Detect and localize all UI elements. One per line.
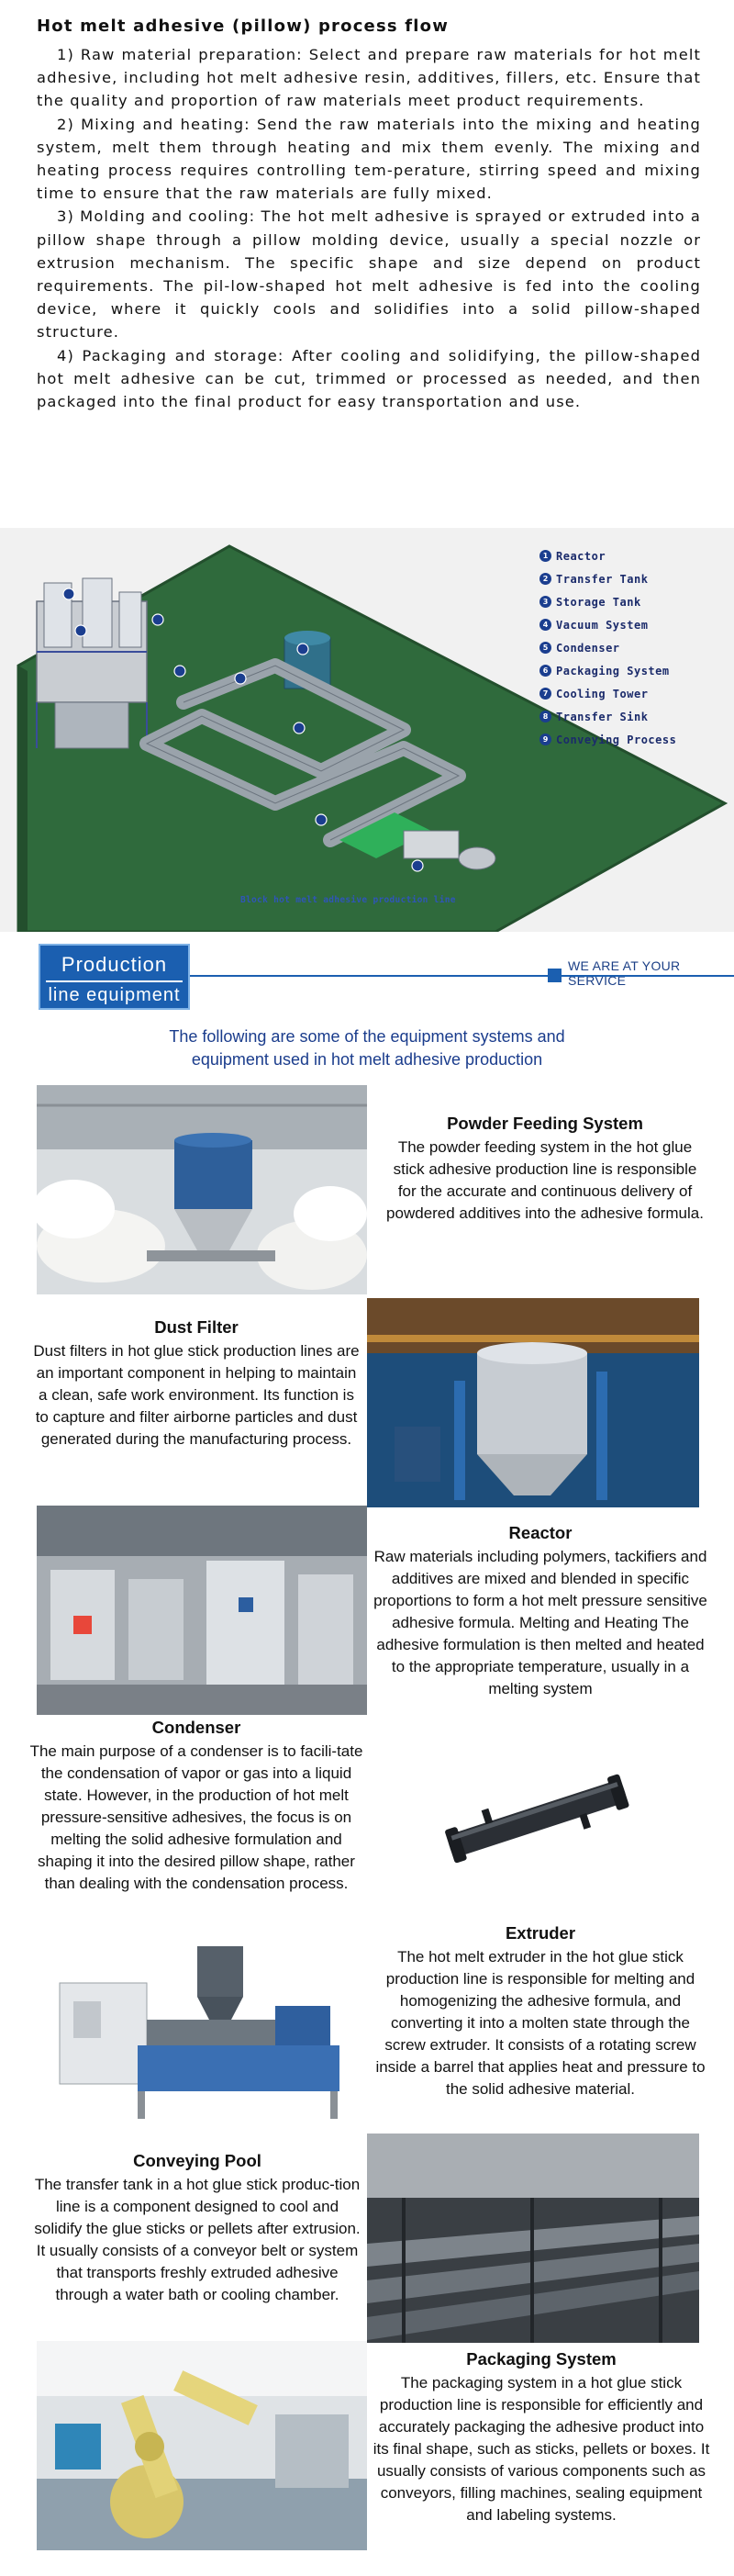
legend-item: [539, 682, 676, 705]
badge-line-1: Production: [61, 953, 168, 976]
equipment-title: Condenser: [151, 1718, 241, 1737]
legend-number: 8: [539, 711, 551, 722]
diagram-legend: [539, 544, 676, 751]
header-rule-right: [562, 975, 734, 977]
process-flow-intro: [37, 17, 701, 413]
legend-number: 2: [539, 573, 551, 585]
subheading-line-1: The following are some of the equipment systems and: [169, 1027, 565, 1046]
header-square-icon: [548, 969, 562, 982]
legend-label: Transfer Tank: [556, 572, 649, 586]
legend-label: Vacuum System: [556, 618, 649, 632]
legend-number: 9: [539, 734, 551, 745]
equipment-title: Reactor: [508, 1523, 573, 1542]
condenser-photo: [422, 1763, 651, 1873]
legend-number: 5: [539, 642, 551, 654]
equipment-subheading: [92, 1025, 642, 1071]
process-step-2: 2) Mixing and heating: Send the raw materials into the mixing and heating system, melt them through heating and mix them evenly. The mixing and heating process requires controlling tem-perature, stirring speed and mixing time to ensure that the raw materials are fully mixed.: [37, 115, 701, 203]
legend-item: [539, 636, 676, 659]
equipment-item: [369, 1522, 712, 1700]
process-step-3: 3) Molding and cooling: The hot melt adhesive is sprayed or extruded into a pillow shape through a pillow molding device, usually a special nozzle or extrusion mechanism. The specific shape and size depend on product requirements. The pil-low-shaped hot melt adhesive is fed into the cooling device, where it quickly cools and solidifies into a solid pillow-shaped structure.: [37, 207, 702, 342]
equipment-description: The transfer tank in a hot glue stick produc-tion line is a component designed to cool and solidify the glue sticks or pellets after extrusion. It usually consists of a conveyor belt or system that transports freshly extruded adhesive through a water bath or cooling chamber.: [34, 2176, 361, 2303]
equipment-title: Extruder: [505, 1923, 576, 1943]
reactor-photo: [37, 1506, 367, 1715]
equipment-description: Dust filters in hot glue stick production lines are an important component in helping to maintain a clean, safe work environment. Its function is to capture and filter airborne particles and dust generated during the manufacturing process.: [33, 1342, 360, 1448]
legend-number: 4: [539, 619, 551, 631]
legend-label: Storage Tank: [556, 595, 641, 609]
equipment-description: Raw materials including polymers, tackifiers and additives are mixed and blended in specific proportions to form a hot melt pressure sensitive adhesive formula. Melting and Heating The adhesive formulation is then melted and heated to the appropriate temperature, usually in a melting system: [373, 1548, 707, 1697]
legend-number: 6: [539, 665, 551, 677]
legend-item: [539, 567, 676, 590]
legend-label: Conveying Process: [556, 733, 677, 746]
process-step-4: 4) Packaging and storage: After cooling and solidifying, the pillow-shaped hot melt adhesive can be cut, trimmed or processed as needed, and then packaged into the final product for easy transportation and use.: [37, 346, 701, 411]
legend-label: Packaging System: [556, 664, 670, 678]
extruder-photo: [37, 1928, 367, 2137]
equipment-description: The packaging system in a hot glue stick production line is responsible for efficiently and accurately packaging the adhesive product into its final shape, such as sticks, pellets or boxes. It usually consists of various components such as conveyors, filling machines, sealing equipment and labeling systems.: [373, 2374, 710, 2524]
legend-number: 7: [539, 688, 551, 700]
equipment-title: Dust Filter: [154, 1317, 239, 1337]
equipment-item: [384, 1113, 706, 1225]
header-rule: [190, 975, 548, 977]
legend-label: Transfer Sink: [556, 710, 649, 723]
legend-item: [539, 705, 676, 728]
equipment-description: The main purpose of a condenser is to facili-tate the condensation of vapor or gas into a liquid state. However, in the production of hot melt pressure-sensitive adhesives, the focus is on melting the solid adhesive formulation and shaping it into the desired pillow shape, rather than dealing with the condensation process.: [29, 1742, 363, 1892]
legend-label: Condenser: [556, 641, 620, 655]
diagram-caption: Block hot melt adhesive production line: [240, 895, 456, 905]
process-step-1: 1) Raw material preparation: Select and prepare raw materials for hot melt adhesive, including hot melt adhesive resin, additives, fillers, etc. Ensure that the quality and proportion of raw materials meet product requirements.: [37, 46, 701, 110]
equipment-description: The hot melt extruder in the hot glue stick production line is responsible for melting and homogenizing the adhesive formula, and converting it into a molten state through the screw extruder. It consists of a rotating screw inside a barrel that applies heat and pressure to the solid adhesive material.: [375, 1948, 706, 2098]
legend-item: [539, 659, 676, 682]
legend-item: [539, 728, 676, 751]
legend-label: Reactor: [556, 549, 606, 563]
legend-number: 3: [539, 596, 551, 608]
equipment-item: [371, 1922, 710, 2100]
legend-number: 1: [539, 550, 551, 562]
equipment-item: [31, 2150, 363, 2306]
packaging-robot-photo: [37, 2341, 367, 2550]
equipment-item: [29, 1717, 363, 1895]
dust-filter-photo: [367, 1298, 699, 1507]
equipment-item: [31, 1316, 361, 1450]
badge-divider: [46, 980, 183, 982]
production-line-header: [0, 938, 734, 1012]
equipment-description: The powder feeding system in the hot glue stick adhesive production line is responsible for the accurate and continuous delivery of powdered additives into the adhesive formula.: [386, 1138, 704, 1222]
equipment-title: Packaging System: [466, 2349, 617, 2369]
legend-label: Cooling Tower: [556, 687, 649, 700]
conveying-pool-photo: [367, 2134, 699, 2343]
production-line-badge: [39, 944, 190, 1010]
powder-feeder-photo: [37, 1085, 367, 1294]
process-flow-title: Hot melt adhesive (pillow) process flow: [37, 17, 450, 36]
legend-item: [539, 590, 676, 613]
equipment-title: Conveying Pool: [133, 2151, 261, 2170]
equipment-item: [373, 2348, 710, 2526]
service-tagline: WE ARE AT YOUR SERVICE: [568, 958, 681, 988]
badge-line-2: line equipment: [48, 985, 181, 1005]
equipment-title: Powder Feeding System: [447, 1114, 643, 1133]
subheading-line-2: equipment used in hot melt adhesive production: [191, 1050, 543, 1069]
production-line-diagram: [0, 528, 734, 932]
legend-item: [539, 544, 676, 567]
legend-item: [539, 613, 676, 636]
